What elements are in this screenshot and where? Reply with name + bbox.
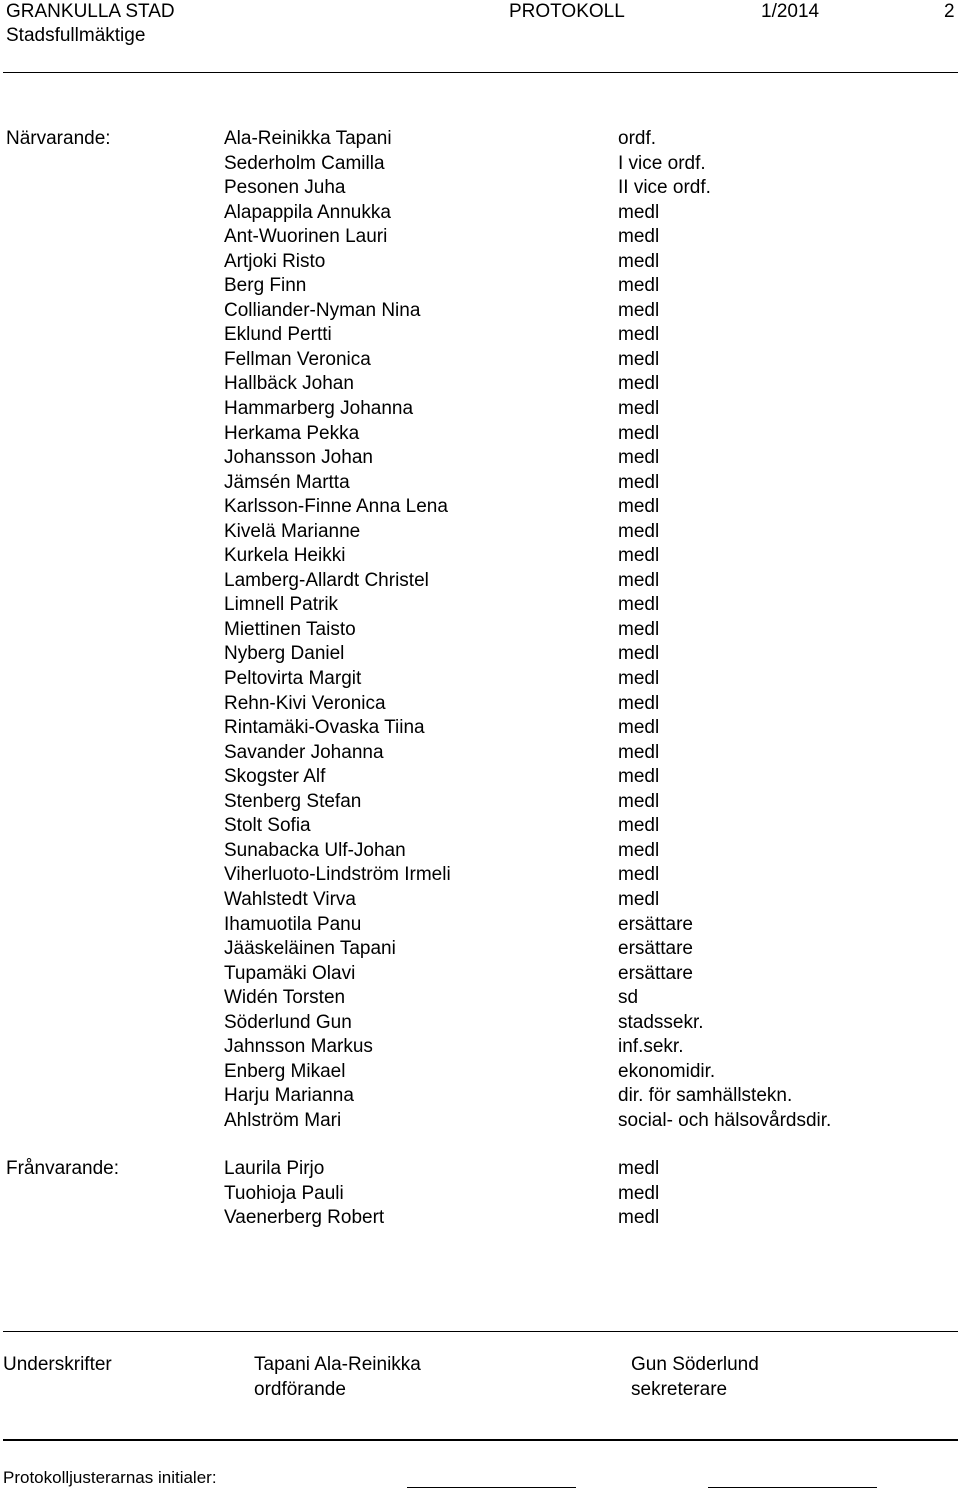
member-name: Viherluoto-Lindström Irmeli [224, 864, 451, 886]
member-name: Jahnsson Markus [224, 1036, 373, 1058]
member-role: medl [618, 520, 660, 542]
secretary-title: sekreterare [631, 1379, 728, 1400]
footer-divider [3, 1439, 958, 1441]
secretary-name: Gun Söderlund [631, 1354, 759, 1375]
absent-label: Frånvarande: [6, 1158, 120, 1179]
member-role: medl [618, 864, 660, 886]
member-name: Ant-Wuorinen Lauri [224, 226, 388, 248]
member-name: Kurkela Heikki [224, 545, 346, 567]
member-role: medl [618, 766, 660, 788]
member-role: medl [618, 692, 660, 714]
member-name: Wahlstedt Virva [224, 888, 356, 910]
member-name: Miettinen Taisto [224, 618, 356, 640]
org-name: GRANKULLA STAD [6, 1, 175, 22]
member-role: medl [618, 373, 660, 395]
member-name: Alapappila Annukka [224, 201, 391, 223]
member-role: sd [618, 987, 639, 1009]
member-name: Hammarberg Johanna [224, 398, 414, 420]
chair-title: ordförande [254, 1379, 346, 1400]
member-role: medl [618, 398, 660, 420]
member-role: medl [618, 741, 660, 763]
member-name: Fellman Veronica [224, 348, 371, 370]
member-role: medl [618, 422, 660, 444]
member-name: Ihamuotila Panu [224, 913, 362, 935]
member-name: Johansson Johan [224, 447, 373, 469]
member-name: Artjoki Risto [224, 250, 326, 272]
header-divider [3, 72, 958, 73]
signatures-label: Underskrifter [3, 1354, 112, 1375]
member-name: Jääskeläinen Tapani [224, 938, 396, 960]
member-role: medl [618, 1182, 660, 1204]
member-role: social- och hälsovårdsdir. [618, 1109, 832, 1131]
member-name: Laurila Pirjo [224, 1158, 325, 1179]
present-label: Närvarande: [6, 128, 111, 149]
member-name: Peltovirta Margit [224, 668, 362, 690]
member-name: Stenberg Stefan [224, 790, 362, 812]
member-name: Jämsén Martta [224, 471, 350, 493]
member-role: II vice ordf. [618, 177, 711, 199]
initials-line-1 [407, 1487, 576, 1488]
member-role: ekonomidir. [618, 1060, 716, 1082]
member-name: Tuohioja Pauli [224, 1182, 344, 1204]
member-role: medl [618, 594, 660, 616]
member-role: medl [618, 888, 660, 910]
member-role: ordf. [618, 128, 657, 149]
member-name: Tupamäki Olavi [224, 962, 356, 984]
member-role: medl [618, 643, 660, 665]
member-name: Harju Marianna [224, 1085, 354, 1107]
signatures-top-divider [3, 1331, 958, 1332]
member-role: medl [618, 790, 660, 812]
member-role: stadssekr. [618, 1011, 704, 1033]
member-role: medl [618, 250, 660, 272]
member-role: ersättare [618, 913, 693, 935]
member-role: medl [618, 1207, 660, 1229]
initials-line-2 [708, 1487, 877, 1488]
member-name: Rehn-Kivi Veronica [224, 692, 386, 714]
member-name: Savander Johanna [224, 741, 384, 763]
member-name: Enberg Mikael [224, 1060, 346, 1082]
member-role: medl [618, 471, 660, 493]
member-name: Stolt Sofia [224, 815, 311, 837]
member-role: ersättare [618, 938, 693, 960]
document-type: PROTOKOLL [509, 1, 625, 22]
member-name: Lamberg-Allardt Christel [224, 569, 429, 591]
member-name: Colliander-Nyman Nina [224, 299, 421, 321]
member-role: dir. för samhällstekn. [618, 1085, 793, 1107]
member-name: Vaenerberg Robert [224, 1207, 385, 1229]
member-name: Eklund Pertti [224, 324, 332, 346]
member-name: Skogster Alf [224, 766, 326, 788]
member-name: Limnell Patrik [224, 594, 339, 616]
member-role: medl [618, 299, 660, 321]
member-role: medl [618, 226, 660, 248]
member-role: medl [618, 717, 660, 739]
meeting-number: 1/2014 [761, 1, 820, 22]
member-name: Pesonen Juha [224, 177, 346, 199]
member-name: Widén Torsten [224, 987, 346, 1009]
member-name: Rintamäki-Ovaska Tiina [224, 717, 425, 739]
member-role: ersättare [618, 962, 693, 984]
member-role: medl [618, 839, 660, 861]
member-role: medl [618, 668, 660, 690]
member-name: Ala-Reinikka Tapani [224, 128, 392, 149]
member-name: Nyberg Daniel [224, 643, 345, 665]
member-name: Herkama Pekka [224, 422, 360, 444]
member-role: medl [618, 275, 660, 297]
member-name: Sunabacka Ulf-Johan [224, 839, 406, 861]
member-role: medl [618, 569, 660, 591]
member-name: Kivelä Marianne [224, 520, 361, 542]
member-name: Berg Finn [224, 275, 307, 297]
member-role: medl [618, 545, 660, 567]
member-role: medl [618, 201, 660, 223]
page-number: 2 [944, 1, 955, 22]
member-name: Ahlström Mari [224, 1109, 342, 1131]
member-role: medl [618, 348, 660, 370]
chair-name: Tapani Ala-Reinikka [254, 1354, 421, 1375]
member-role: medl [618, 496, 660, 518]
member-role: medl [618, 447, 660, 469]
member-role: medl [618, 618, 660, 640]
member-name: Söderlund Gun [224, 1011, 352, 1033]
member-name: Sederholm Camilla [224, 152, 385, 174]
member-role: medl [618, 324, 660, 346]
member-role: medl [618, 815, 660, 837]
member-name: Hallbäck Johan [224, 373, 354, 395]
member-role: I vice ordf. [618, 152, 706, 174]
initials-label: Protokolljusterarnas initialer: [3, 1468, 217, 1487]
member-role: inf.sekr. [618, 1036, 684, 1058]
member-name: Karlsson-Finne Anna Lena [224, 496, 448, 518]
body-name: Stadsfullmäktige [6, 25, 146, 46]
member-role: medl [618, 1158, 660, 1179]
